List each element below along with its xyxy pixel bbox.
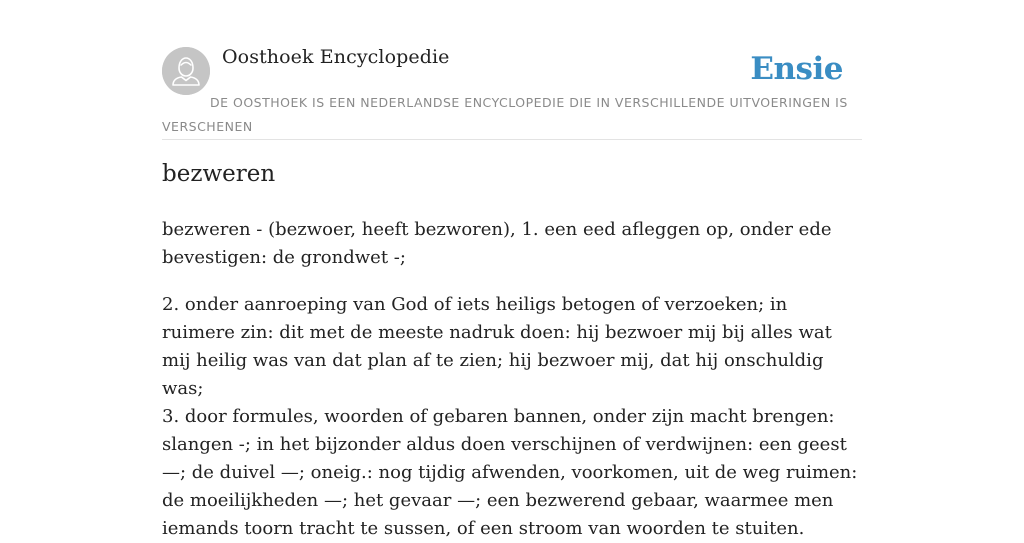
definition-paragraph-2: 2. onder aanroeping van God of iets heiligs betogen of verzoeken; in ruimere zin: dit met de meeste nadruk doen: hij bezwoer mij bij alles wat mij heilig was van dat plan af te zien; hij bezwoer mij, dat hij onschuldig was; — [162, 294, 832, 399]
user-icon — [162, 47, 210, 95]
source-description: DE OOSTHOEK IS EEN NEDERLANDSE ENCYCLOPEDIE DIE IN VERSCHILLENDE UITVOERINGEN IS VERSCHENEN — [162, 95, 848, 134]
source-avatar[interactable] — [162, 47, 210, 95]
page-container — [162, 0, 862, 539]
article-body — [162, 216, 862, 543]
definition-paragraph-1: bezweren - (bezwoer, heeft bezworen), 1. een eed afleggen op, onder ede bevestigen: de grondwet -; — [162, 219, 832, 268]
definition-paragraph-3: 3. door formules, woorden of gebaren bannen, onder zijn macht brengen: slangen -; in het bijzonder aldus doen verschijnen of verdwijnen: een geest —; de duivel —; oneig.: nog tijdig afwenden, voorkomen, uit de weg ruimen: de moeilijkheden —; het gevaar —; een bezwerend gebaar, waarmee men iemands toorn tracht te sussen, of een stroom van woorden te stuiten. — [162, 406, 858, 539]
source-name[interactable]: Oosthoek Encyclopedie — [222, 46, 450, 68]
article-title: bezweren — [162, 161, 276, 187]
ensie-logo-link[interactable]: Ensie — [750, 51, 843, 87]
source-header — [162, 0, 862, 140]
